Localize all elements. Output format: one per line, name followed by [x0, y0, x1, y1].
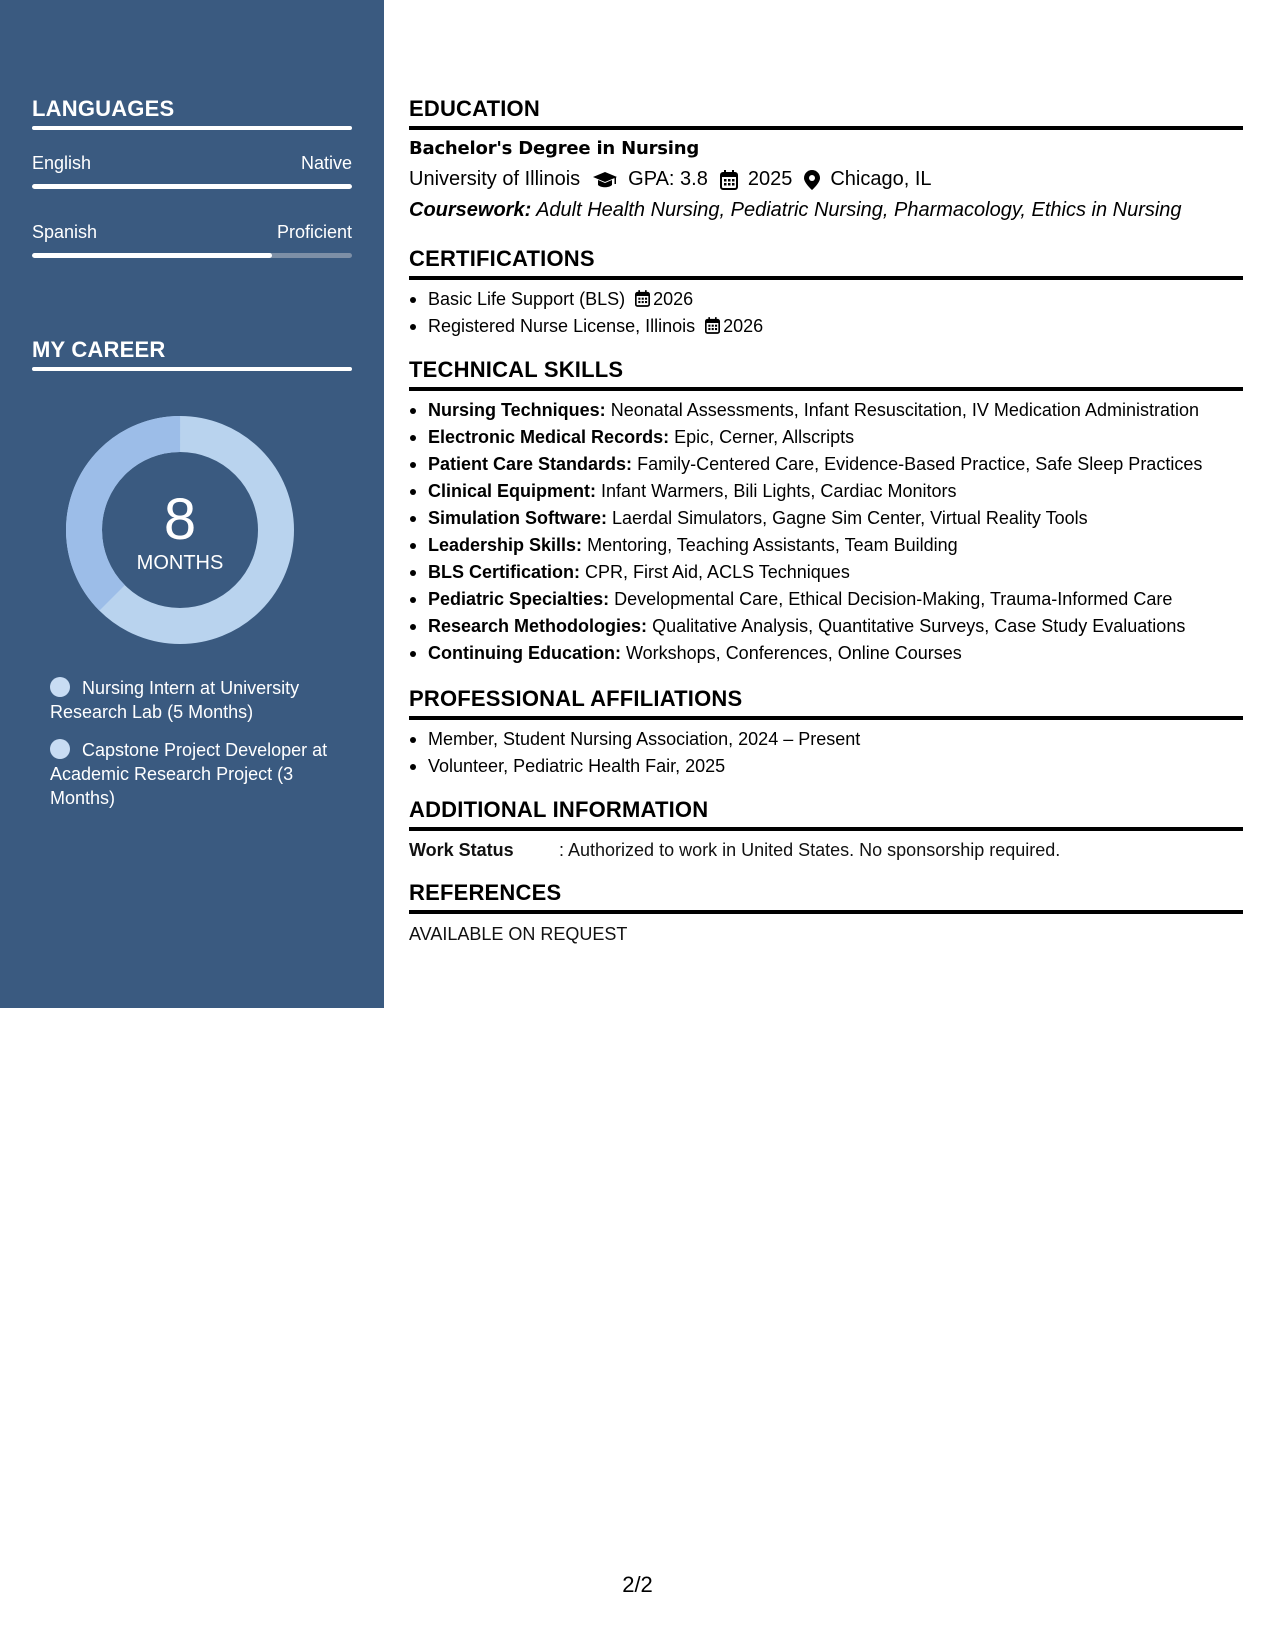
- list-item: [409, 613, 1202, 640]
- skill-label: Pediatric Specialties:: [428, 589, 610, 609]
- affiliations-title: PROFESSIONAL AFFILIATIONS: [409, 686, 743, 711]
- list-item: [409, 559, 1202, 586]
- career-item-label: Nursing Intern at University Research Lab (5 Months): [50, 678, 300, 722]
- affiliations-list: [409, 726, 860, 780]
- skills-list: [409, 397, 1202, 667]
- list-item: [409, 451, 1202, 478]
- list-item: [409, 478, 1202, 505]
- references-rule: [409, 910, 1243, 914]
- skills-rule: [409, 387, 1243, 391]
- career-item: [50, 676, 340, 724]
- list-item: [409, 532, 1202, 559]
- skill-label: Electronic Medical Records:: [428, 427, 670, 447]
- calendar-icon: [635, 290, 650, 307]
- career-total: 8: [163, 487, 197, 552]
- work-status-label: Work Status: [409, 840, 514, 860]
- location-pin-icon: [804, 170, 820, 190]
- list-item: Member, Student Nursing Association, 2024 – Present: [409, 726, 860, 753]
- coursework-list: Adult Health Nursing, Pediatric Nursing, Pharmacology, Ethics in Nursing: [536, 199, 1182, 221]
- skill-label: BLS Certification:: [428, 562, 581, 582]
- list-item: Volunteer, Pediatric Health Fair, 2025: [409, 753, 860, 780]
- coursework-label: Coursework:: [409, 199, 532, 221]
- school-name: University of Illinois: [409, 168, 581, 190]
- languages-title: LANGUAGES: [32, 96, 175, 121]
- certification-year: 2026: [653, 289, 694, 309]
- graduation-year: 2025: [747, 168, 793, 190]
- skill-value: Infant Warmers, Bili Lights, Cardiac Monitors: [601, 481, 957, 501]
- degree-title: Bachelor's Degree in Nursing: [409, 138, 700, 159]
- list-item: [409, 505, 1202, 532]
- sidebar: [0, 0, 384, 1008]
- work-status-value: : Authorized to work in United States. No sponsorship required.: [559, 840, 1061, 860]
- language-row-spanish: [32, 222, 352, 243]
- career-title: MY CAREER: [32, 337, 166, 362]
- skill-value: Family-Centered Care, Evidence-Based Practice, Safe Sleep Practices: [637, 454, 1203, 474]
- skill-label: Research Methodologies:: [428, 616, 648, 636]
- education-title: EDUCATION: [409, 96, 540, 121]
- language-name: English: [32, 153, 92, 173]
- skill-value: Workshops, Conferences, Online Courses: [625, 643, 962, 663]
- language-bar-fill: [32, 184, 352, 189]
- skill-label: Patient Care Standards:: [428, 454, 633, 474]
- language-bar-spanish: [32, 253, 352, 258]
- career-donut-chart: [66, 416, 294, 644]
- skill-label: Clinical Equipment:: [428, 481, 597, 501]
- additional-title: ADDITIONAL INFORMATION: [409, 797, 709, 822]
- certification-name: Basic Life Support (BLS): [428, 289, 626, 309]
- certifications-rule: [409, 276, 1243, 280]
- education-meta: [409, 168, 932, 191]
- calendar-icon: [720, 170, 738, 190]
- certification-year: 2026: [723, 316, 764, 336]
- page-number: 2/2: [622, 1572, 653, 1597]
- certifications-list: [409, 286, 763, 340]
- references-text: AVAILABLE ON REQUEST: [409, 924, 628, 944]
- skill-value: Developmental Care, Ethical Decision-Making, Trauma-Informed Care: [614, 589, 1173, 609]
- work-status-row: [409, 840, 1060, 861]
- skill-value: CPR, First Aid, ACLS Techniques: [585, 562, 850, 582]
- languages-rule: [32, 126, 352, 130]
- school-location: Chicago, IL: [830, 168, 932, 190]
- skill-label: Continuing Education:: [428, 643, 621, 663]
- career-bullet-dot: [50, 739, 70, 759]
- career-rule: [32, 367, 352, 371]
- certifications-title: CERTIFICATIONS: [409, 246, 595, 271]
- education-rule: [409, 126, 1243, 130]
- skill-value: Neonatal Assessments, Infant Resuscitation, IV Medication Administration: [610, 400, 1199, 420]
- language-level: Native: [300, 153, 352, 173]
- list-item: [409, 424, 1202, 451]
- calendar-icon: [705, 317, 720, 334]
- list-item: [409, 640, 1202, 667]
- list-item: [409, 586, 1202, 613]
- language-row-english: [32, 153, 352, 174]
- skill-value: Epic, Cerner, Allscripts: [674, 427, 855, 447]
- list-item: [409, 286, 763, 313]
- certification-name: Registered Nurse License, Illinois: [428, 316, 696, 336]
- references-title: REFERENCES: [409, 880, 562, 905]
- skill-value: Qualitative Analysis, Quantitative Surveys, Case Study Evaluations: [652, 616, 1186, 636]
- gpa: GPA: 3.8: [628, 168, 708, 190]
- language-bar-english: [32, 184, 352, 189]
- skill-label: Nursing Techniques:: [428, 400, 606, 420]
- language-bar-fill: [32, 253, 272, 258]
- career-item-label: Capstone Project Developer at Academic Research Project (3 Months): [50, 740, 328, 808]
- coursework: [409, 199, 1182, 222]
- career-unit: MONTHS: [136, 552, 224, 574]
- graduation-cap-icon: [592, 171, 618, 189]
- skill-label: Simulation Software:: [428, 508, 608, 528]
- skill-value: Laerdal Simulators, Gagne Sim Center, Virtual Reality Tools: [612, 508, 1088, 528]
- career-bullet-dot: [50, 677, 70, 697]
- additional-rule: [409, 827, 1243, 831]
- career-item: [50, 738, 340, 810]
- skill-label: Leadership Skills:: [428, 535, 583, 555]
- list-item: [409, 313, 763, 340]
- skills-title: TECHNICAL SKILLS: [409, 357, 624, 382]
- language-level: Proficient: [276, 222, 352, 242]
- affiliations-rule: [409, 716, 1243, 720]
- language-name: Spanish: [32, 222, 98, 242]
- skill-value: Mentoring, Teaching Assistants, Team Building: [587, 535, 958, 555]
- list-item: [409, 397, 1202, 424]
